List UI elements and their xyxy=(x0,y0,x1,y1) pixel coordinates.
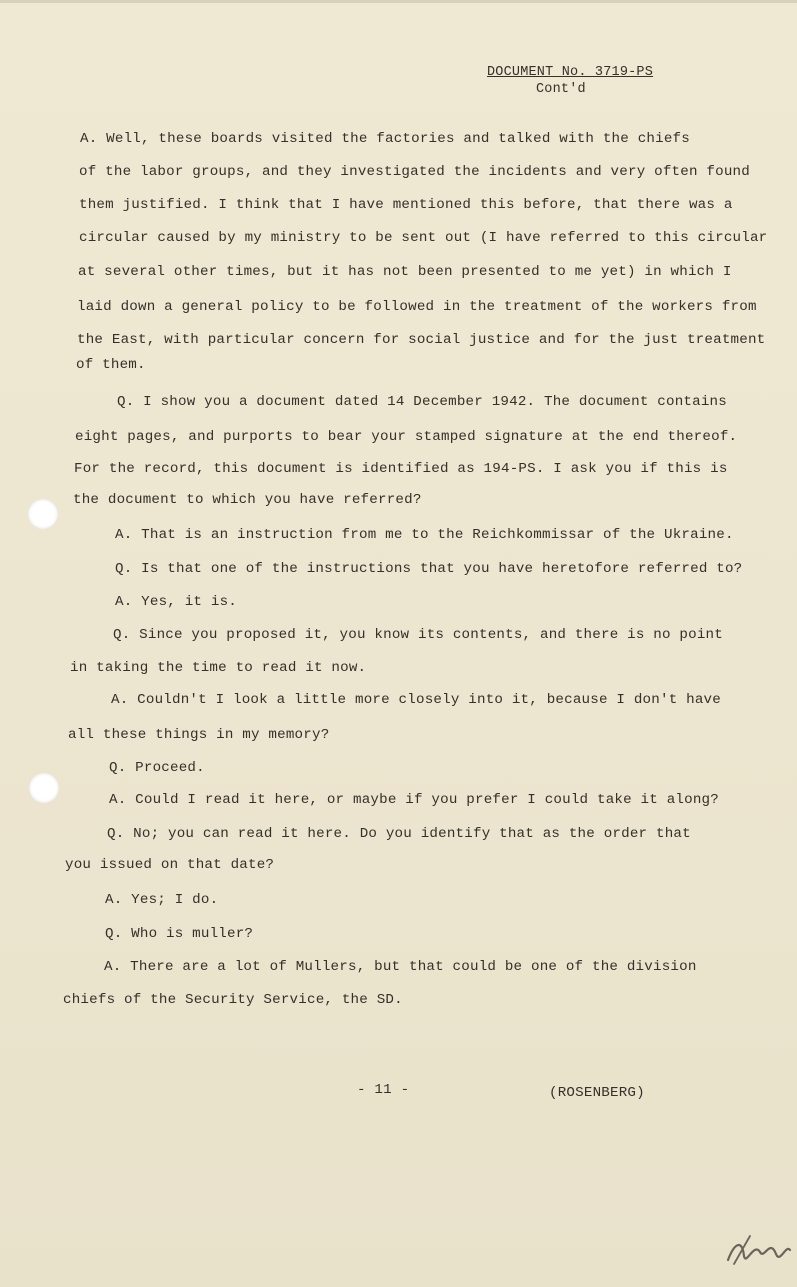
body-line: chiefs of the Security Service, the SD. xyxy=(63,992,403,1008)
witness-name: (ROSENBERG) xyxy=(549,1085,645,1101)
document-number: DOCUMENT No. 3719-PS xyxy=(487,65,654,80)
body-line: For the record, this document is identified as 194-PS. I ask you if this is xyxy=(74,461,728,477)
body-line: Q. Since you proposed it, you know its contents, and there is no point xyxy=(113,627,723,643)
body-line: A. There are a lot of Mullers, but that could be one of the division xyxy=(104,959,697,975)
body-line: at several other times, but it has not been presented to me yet) in which I xyxy=(78,264,732,280)
handwritten-mark xyxy=(724,1230,792,1270)
punch-hole xyxy=(29,773,59,803)
body-line: A. Well, these boards visited the factories and talked with the chiefs xyxy=(80,131,690,147)
body-line: A. Could I read it here, or maybe if you prefer I could take it along? xyxy=(109,792,719,808)
punch-hole xyxy=(28,499,58,529)
body-line: the document to which you have referred? xyxy=(73,492,422,508)
body-line: A. Yes; I do. xyxy=(105,892,219,908)
body-line: Q. Is that one of the instructions that you have heretofore referred to? xyxy=(115,561,743,577)
body-line: them justified. I think that I have mentioned this before, that there was a xyxy=(79,197,733,213)
body-line: Q. No; you can read it here. Do you identify that as the order that xyxy=(107,826,691,842)
body-line: A. That is an instruction from me to the Reichkommissar of the Ukraine. xyxy=(115,527,734,543)
page-top-edge xyxy=(0,0,797,3)
body-line: laid down a general policy to be followed in the treatment of the workers from xyxy=(77,299,757,315)
body-line: the East, with particular concern for social justice and for the just treatment xyxy=(77,332,766,348)
page-number: - 11 - xyxy=(357,1082,410,1098)
body-line: eight pages, and purports to bear your stamped signature at the end thereof. xyxy=(75,429,738,445)
handwritten-slash xyxy=(734,1236,750,1264)
body-line: Q. I show you a document dated 14 December 1942. The document contains xyxy=(117,394,727,410)
body-line: circular caused by my ministry to be sent out (I have referred to this circular xyxy=(79,230,768,246)
body-line: you issued on that date? xyxy=(65,857,275,873)
body-line: Q. Proceed. xyxy=(109,760,205,776)
body-line: all these things in my memory? xyxy=(68,727,330,743)
body-line: Q. Who is muller? xyxy=(105,926,254,942)
body-line: A. Yes, it is. xyxy=(115,594,237,610)
body-line: of the labor groups, and they investigated the incidents and very often found xyxy=(79,164,750,180)
body-line: A. Couldn't I look a little more closely into it, because I don't have xyxy=(111,692,721,708)
continued-label: Cont'd xyxy=(536,82,586,97)
body-line: of them. xyxy=(76,357,146,373)
body-line: in taking the time to read it now. xyxy=(70,660,367,676)
